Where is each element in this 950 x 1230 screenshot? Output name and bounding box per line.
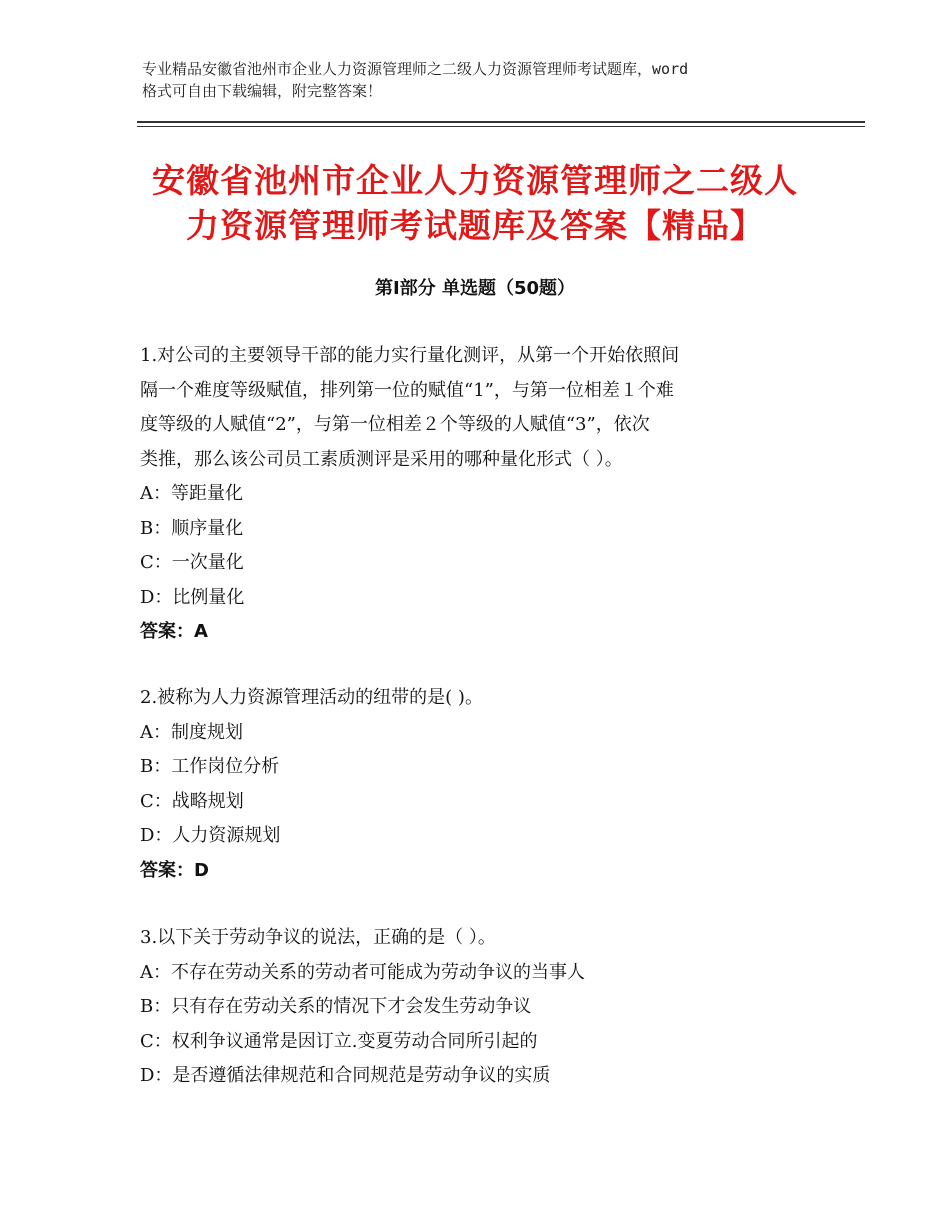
question-stem: 3.以下关于劳动争议的说法，正确的是（ ）。 <box>140 927 496 948</box>
section-title: 第Ⅰ部分 单选题（50题） <box>374 278 575 299</box>
option-a: A：不存在劳动关系的劳动者可能成为劳动争议的当事人 <box>140 961 585 983</box>
option-d: D：比例量化 <box>140 586 245 608</box>
option-b: B：只有存在劳动关系的情况下才会发生劳动争议 <box>140 996 532 1017</box>
title-line: 力资源管理师考试题库及答案【精品】 <box>186 206 764 245</box>
header-rule-thin <box>137 126 865 127</box>
option-d: D：人力资源规划 <box>140 825 281 846</box>
question-3 <box>140 921 820 1094</box>
document-title <box>100 158 850 248</box>
title-line: 安徽省池州市企业人力资源管理师之二级人 <box>152 161 798 200</box>
question-stem: 类推，那么该公司员工素质测评是采用的哪种量化形式（ ）。 <box>140 448 623 470</box>
header-rule-thick <box>137 121 865 123</box>
question-stem: 隔一个难度等级赋值，排列第一位的赋值“1”，与第一位相差１个难 <box>140 379 674 401</box>
question-stem: 2.被称为人力资源管理活动的纽带的是( )。 <box>140 687 483 708</box>
question-2 <box>140 681 820 888</box>
header-note-line: 专业精品安徽省池州市企业人力资源管理师之二级人力资源管理师考试题库，word <box>142 60 689 78</box>
answer: 答案：A <box>140 621 208 642</box>
option-a: A：制度规划 <box>140 721 243 743</box>
answer: 答案：D <box>140 859 209 881</box>
header-note <box>142 58 822 102</box>
question-stem: 度等级的人赋值“2”，与第一位相差２个等级的人赋值“3”，依次 <box>140 414 650 435</box>
option-b: B：工作岗位分析 <box>140 756 280 777</box>
header-note-line: 格式可自由下载编辑，附完整答案！ <box>142 82 383 100</box>
option-a: A：等距量化 <box>140 483 243 504</box>
option-c: C：权利争议通常是因订立.变夏劳动合同所引起的 <box>140 1030 538 1052</box>
question-stem: 1.对公司的主要领导干部的能力实行量化测评，从第一个开始依照间 <box>140 345 680 366</box>
option-c: C：战略规划 <box>140 790 244 812</box>
option-d: D：是否遵循法律规范和合同规范是劳动争议的实质 <box>140 1065 551 1086</box>
option-b: B：顺序量化 <box>140 517 244 539</box>
question-1 <box>140 339 820 650</box>
option-c: C：一次量化 <box>140 552 244 573</box>
